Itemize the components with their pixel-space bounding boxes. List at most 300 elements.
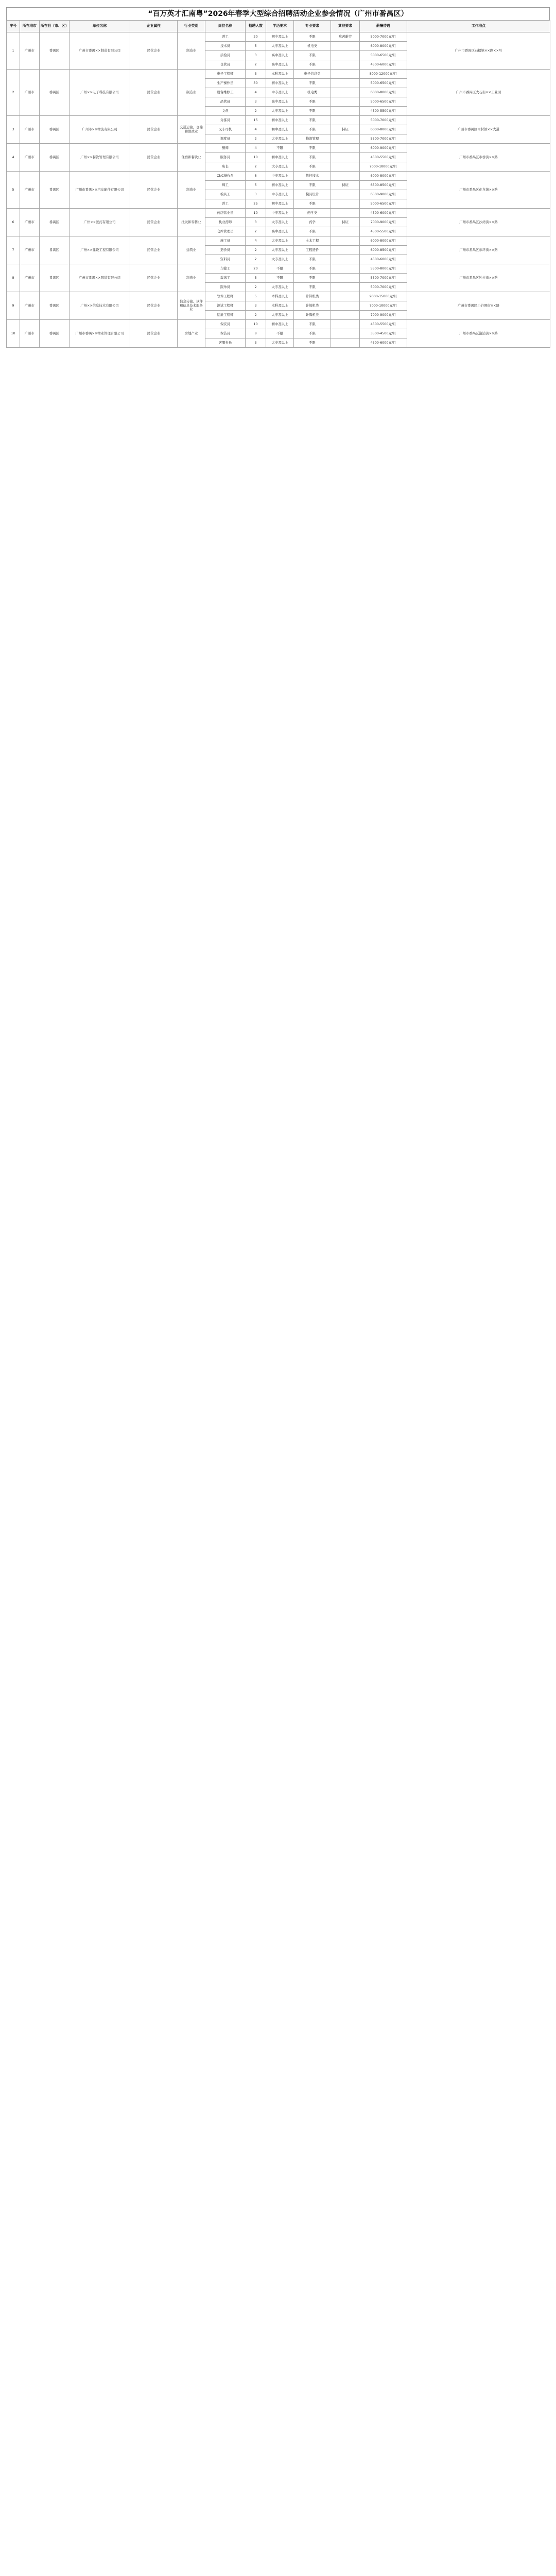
job-requirement bbox=[331, 255, 360, 264]
header-position: 岗位名称 bbox=[205, 21, 246, 32]
job-requirement bbox=[331, 51, 360, 60]
company-industry: 制造业 bbox=[178, 172, 205, 209]
company-industry: 制造业 bbox=[178, 264, 205, 292]
job-title: 质检员 bbox=[205, 51, 246, 60]
company-address: 广州市番禺区大石街××工业园 bbox=[407, 70, 550, 116]
company-industry: 交通运输、仓储和邮政业 bbox=[178, 116, 205, 144]
job-requirement bbox=[331, 292, 360, 301]
job-major: 不限 bbox=[294, 144, 331, 153]
job-salary: 6000-8000元/月 bbox=[360, 125, 407, 134]
company-city: 广州市 bbox=[20, 292, 40, 320]
table-row bbox=[7, 292, 550, 301]
job-salary: 5000-7000元/月 bbox=[360, 32, 407, 42]
header-salary: 薪酬待遇 bbox=[360, 21, 407, 32]
company-county: 番禺区 bbox=[40, 292, 70, 320]
job-requirement bbox=[331, 134, 360, 144]
company-industry: 建筑业 bbox=[178, 236, 205, 264]
job-salary: 5000-6500元/月 bbox=[360, 79, 407, 88]
job-requirement bbox=[331, 301, 360, 311]
job-major: 土木工程 bbox=[294, 236, 331, 246]
job-title: 施工员 bbox=[205, 236, 246, 246]
job-title: 焊工 bbox=[205, 181, 246, 190]
job-education: 初中及以上 bbox=[266, 153, 294, 162]
job-count: 2 bbox=[246, 162, 266, 172]
company-city: 广州市 bbox=[20, 116, 40, 144]
job-salary: 4500-5500元/月 bbox=[360, 107, 407, 116]
table-row bbox=[7, 264, 550, 274]
job-education: 不限 bbox=[266, 274, 294, 283]
job-major: 计算机类 bbox=[294, 292, 331, 301]
job-salary: 6000-8000元/月 bbox=[360, 88, 407, 97]
company-industry: 信息传输、软件和信息技术服务业 bbox=[178, 292, 205, 320]
company-county: 番禺区 bbox=[40, 236, 70, 264]
job-education: 中专及以上 bbox=[266, 209, 294, 218]
company-address: 广州市番禺区化龙镇××路 bbox=[407, 172, 550, 209]
company-name: 广州市番禺××服装有限公司 bbox=[70, 264, 130, 292]
company-city: 广州市 bbox=[20, 264, 40, 292]
job-title: 资料员 bbox=[205, 255, 246, 264]
job-education: 大专及以上 bbox=[266, 283, 294, 292]
company-city: 广州市 bbox=[20, 172, 40, 209]
job-count: 2 bbox=[246, 311, 266, 320]
job-salary: 9000-15000元/月 bbox=[360, 292, 407, 301]
job-count: 3 bbox=[246, 190, 266, 199]
job-count: 2 bbox=[246, 283, 266, 292]
company-address: 广州市番禺区市桥街××路 bbox=[407, 144, 550, 172]
company-no: 4 bbox=[7, 144, 20, 172]
job-education: 不限 bbox=[266, 144, 294, 153]
job-title: 生产操作员 bbox=[205, 79, 246, 88]
table-row bbox=[7, 172, 550, 181]
job-major: 物流管理 bbox=[294, 134, 331, 144]
recruitment-sheet bbox=[6, 0, 550, 348]
company-city: 广州市 bbox=[20, 70, 40, 116]
job-requirement: 持证 bbox=[331, 218, 360, 227]
job-education: 不限 bbox=[266, 329, 294, 338]
table-row bbox=[7, 70, 550, 79]
company-industry: 制造业 bbox=[178, 70, 205, 116]
job-count: 3 bbox=[246, 218, 266, 227]
job-major: 不限 bbox=[294, 283, 331, 292]
job-education: 不限 bbox=[266, 264, 294, 274]
job-salary: 5000-7000元/月 bbox=[360, 283, 407, 292]
job-major: 不限 bbox=[294, 97, 331, 107]
job-education: 初中及以上 bbox=[266, 181, 294, 190]
company-address: 广州市番禺区石楼镇××路××号 bbox=[407, 32, 550, 70]
company-address: 广州市番禺区小谷围街××路 bbox=[407, 292, 550, 320]
job-salary: 5000-6500元/月 bbox=[360, 199, 407, 209]
job-title: 保安员 bbox=[205, 320, 246, 329]
job-major: 不限 bbox=[294, 60, 331, 70]
header-other: 其他要求 bbox=[331, 21, 360, 32]
job-count: 8 bbox=[246, 329, 266, 338]
job-requirement bbox=[331, 320, 360, 329]
job-education: 大专及以上 bbox=[266, 255, 294, 264]
company-attr: 民营企业 bbox=[130, 320, 178, 348]
job-count: 20 bbox=[246, 32, 266, 42]
job-title: 软件工程师 bbox=[205, 292, 246, 301]
job-title: 客服专员 bbox=[205, 338, 246, 348]
company-attr: 民营企业 bbox=[130, 236, 178, 264]
job-title: 厨师 bbox=[205, 144, 246, 153]
job-requirement bbox=[331, 172, 360, 181]
company-county: 番禺区 bbox=[40, 116, 70, 144]
company-no: 5 bbox=[7, 172, 20, 209]
company-city: 广州市 bbox=[20, 320, 40, 348]
job-education: 大专及以上 bbox=[266, 311, 294, 320]
job-title: 车缝工 bbox=[205, 264, 246, 274]
job-requirement: 持证 bbox=[331, 181, 360, 190]
job-requirement bbox=[331, 209, 360, 218]
company-name: 广州市番禺××物业管理有限公司 bbox=[70, 320, 130, 348]
company-city: 广州市 bbox=[20, 144, 40, 172]
job-education: 本科及以上 bbox=[266, 292, 294, 301]
company-attr: 民营企业 bbox=[130, 292, 178, 320]
job-requirement bbox=[331, 107, 360, 116]
company-county: 番禺区 bbox=[40, 144, 70, 172]
company-no: 1 bbox=[7, 32, 20, 70]
job-requirement bbox=[331, 264, 360, 274]
job-major: 不限 bbox=[294, 199, 331, 209]
job-major: 不限 bbox=[294, 329, 331, 338]
table-row bbox=[7, 236, 550, 246]
header-education: 学历要求 bbox=[266, 21, 294, 32]
job-requirement bbox=[331, 144, 360, 153]
job-title: CNC操作员 bbox=[205, 172, 246, 181]
header-major: 专业要求 bbox=[294, 21, 331, 32]
job-title: 分拣员 bbox=[205, 116, 246, 125]
company-name: 广州××医药有限公司 bbox=[70, 209, 130, 236]
job-major: 不限 bbox=[294, 116, 331, 125]
job-education: 初中及以上 bbox=[266, 32, 294, 42]
job-title: 叉车司机 bbox=[205, 125, 246, 134]
job-requirement: 吃苦耐劳 bbox=[331, 32, 360, 42]
job-count: 2 bbox=[246, 227, 266, 236]
company-city: 广州市 bbox=[20, 209, 40, 236]
job-title: 调度员 bbox=[205, 134, 246, 144]
job-title: 模具工 bbox=[205, 190, 246, 199]
job-salary: 4500-6000元/月 bbox=[360, 60, 407, 70]
job-education: 大专及以上 bbox=[266, 162, 294, 172]
job-count: 8 bbox=[246, 172, 266, 181]
job-education: 大专及以上 bbox=[266, 246, 294, 255]
job-title: 设备维修工 bbox=[205, 88, 246, 97]
job-requirement bbox=[331, 162, 360, 172]
job-salary: 5500-7000元/月 bbox=[360, 274, 407, 283]
job-count: 3 bbox=[246, 338, 266, 348]
job-education: 高中及以上 bbox=[266, 51, 294, 60]
company-name: 广州××建设工程有限公司 bbox=[70, 236, 130, 264]
job-major: 不限 bbox=[294, 79, 331, 88]
job-count: 15 bbox=[246, 116, 266, 125]
job-title: 店长 bbox=[205, 162, 246, 172]
company-address: 广州市番禺区南村镇××大道 bbox=[407, 116, 550, 144]
company-no: 7 bbox=[7, 236, 20, 264]
job-count: 4 bbox=[246, 125, 266, 134]
header-city: 所在地市 bbox=[20, 21, 40, 32]
job-education: 大专及以上 bbox=[266, 134, 294, 144]
company-industry: 批发和零售业 bbox=[178, 209, 205, 236]
job-requirement bbox=[331, 42, 360, 51]
job-major: 不限 bbox=[294, 320, 331, 329]
job-salary: 6500-9000元/月 bbox=[360, 190, 407, 199]
company-city: 广州市 bbox=[20, 236, 40, 264]
company-no: 8 bbox=[7, 264, 20, 292]
job-salary: 5500-8000元/月 bbox=[360, 264, 407, 274]
job-count: 10 bbox=[246, 320, 266, 329]
job-count: 3 bbox=[246, 301, 266, 311]
job-requirement bbox=[331, 236, 360, 246]
company-name: 广州××餐饮管理有限公司 bbox=[70, 144, 130, 172]
job-salary: 4500-5500元/月 bbox=[360, 153, 407, 162]
table-row bbox=[7, 32, 550, 42]
company-no: 3 bbox=[7, 116, 20, 144]
job-title: 电子工程师 bbox=[205, 70, 246, 79]
job-requirement bbox=[331, 190, 360, 199]
job-salary: 6000-8000元/月 bbox=[360, 42, 407, 51]
job-count: 20 bbox=[246, 264, 266, 274]
job-major: 不限 bbox=[294, 51, 331, 60]
job-count: 2 bbox=[246, 60, 266, 70]
job-title: 药店营业员 bbox=[205, 209, 246, 218]
company-attr: 民营企业 bbox=[130, 264, 178, 292]
job-major: 不限 bbox=[294, 153, 331, 162]
company-address: 广州市番禺区东环街××路 bbox=[407, 236, 550, 264]
job-count: 5 bbox=[246, 42, 266, 51]
job-education: 中专及以上 bbox=[266, 190, 294, 199]
company-address: 广州市番禺区钟村街××路 bbox=[407, 264, 550, 292]
table-row bbox=[7, 320, 550, 329]
job-title: 测试工程师 bbox=[205, 301, 246, 311]
job-count: 10 bbox=[246, 153, 266, 162]
job-requirement bbox=[331, 60, 360, 70]
company-name: 广州市番禺××制造有限公司 bbox=[70, 32, 130, 70]
job-major: 不限 bbox=[294, 338, 331, 348]
job-salary: 7000-10000元/月 bbox=[360, 162, 407, 172]
company-county: 番禺区 bbox=[40, 264, 70, 292]
job-count: 30 bbox=[246, 79, 266, 88]
job-count: 4 bbox=[246, 88, 266, 97]
job-title: 跟单员 bbox=[205, 283, 246, 292]
job-salary: 5000-6500元/月 bbox=[360, 97, 407, 107]
company-name: 广州××信息技术有限公司 bbox=[70, 292, 130, 320]
job-major: 计算机类 bbox=[294, 301, 331, 311]
job-count: 3 bbox=[246, 97, 266, 107]
job-salary: 7000-10000元/月 bbox=[360, 301, 407, 311]
company-no: 2 bbox=[7, 70, 20, 116]
table-row bbox=[7, 209, 550, 218]
job-major: 不限 bbox=[294, 264, 331, 274]
job-count: 4 bbox=[246, 144, 266, 153]
job-title: 执业药师 bbox=[205, 218, 246, 227]
job-count: 3 bbox=[246, 51, 266, 60]
job-education: 大专及以上 bbox=[266, 218, 294, 227]
job-major: 电子信息类 bbox=[294, 70, 331, 79]
job-major: 计算机类 bbox=[294, 311, 331, 320]
job-title: 造价员 bbox=[205, 246, 246, 255]
job-major: 不限 bbox=[294, 181, 331, 190]
job-count: 10 bbox=[246, 209, 266, 218]
document-title: “百万英才汇南粤”2026年春季大型综合招聘活动企业参会情况（广州市番禺区） bbox=[6, 7, 550, 20]
job-count: 4 bbox=[246, 236, 266, 246]
company-city: 广州市 bbox=[20, 32, 40, 70]
job-education: 大专及以上 bbox=[266, 107, 294, 116]
job-count: 5 bbox=[246, 292, 266, 301]
job-major: 药学类 bbox=[294, 209, 331, 218]
job-requirement bbox=[331, 153, 360, 162]
job-title: 服务员 bbox=[205, 153, 246, 162]
job-salary: 4500-5500元/月 bbox=[360, 227, 407, 236]
job-count: 3 bbox=[246, 70, 266, 79]
job-requirement bbox=[331, 274, 360, 283]
job-salary: 6000-8000元/月 bbox=[360, 236, 407, 246]
job-salary: 6000-8000元/月 bbox=[360, 172, 407, 181]
header-no: 序号 bbox=[7, 21, 20, 32]
job-major: 不限 bbox=[294, 227, 331, 236]
company-industry: 制造业 bbox=[178, 32, 205, 70]
job-major: 工程造价 bbox=[294, 246, 331, 255]
company-attr: 民营企业 bbox=[130, 32, 178, 70]
job-major: 不限 bbox=[294, 107, 331, 116]
company-industry: 住宿和餐饮业 bbox=[178, 144, 205, 172]
job-count: 2 bbox=[246, 107, 266, 116]
job-education: 高中及以上 bbox=[266, 97, 294, 107]
job-major: 机电类 bbox=[294, 88, 331, 97]
job-salary: 4500-6000元/月 bbox=[360, 338, 407, 348]
job-count: 25 bbox=[246, 199, 266, 209]
job-education: 中专及以上 bbox=[266, 88, 294, 97]
job-education: 初中及以上 bbox=[266, 125, 294, 134]
job-count: 2 bbox=[246, 255, 266, 264]
company-county: 番禺区 bbox=[40, 32, 70, 70]
job-salary: 4500-5500元/月 bbox=[360, 320, 407, 329]
header-attr: 企业属性 bbox=[130, 21, 178, 32]
company-attr: 民营企业 bbox=[130, 144, 178, 172]
job-requirement: 持证 bbox=[331, 125, 360, 134]
job-requirement bbox=[331, 246, 360, 255]
job-title: 品管员 bbox=[205, 97, 246, 107]
job-requirement bbox=[331, 338, 360, 348]
job-requirement bbox=[331, 70, 360, 79]
job-salary: 7000-9000元/月 bbox=[360, 311, 407, 320]
job-title: 普工 bbox=[205, 32, 246, 42]
job-requirement bbox=[331, 79, 360, 88]
job-requirement bbox=[331, 88, 360, 97]
company-attr: 民营企业 bbox=[130, 70, 178, 116]
header-company: 单位名称 bbox=[70, 21, 130, 32]
job-education: 本科及以上 bbox=[266, 301, 294, 311]
job-major: 不限 bbox=[294, 32, 331, 42]
job-requirement bbox=[331, 227, 360, 236]
header-row bbox=[7, 21, 550, 32]
company-address: 广州市番禺区沙湾街××路 bbox=[407, 209, 550, 236]
job-salary: 8000-12000元/月 bbox=[360, 70, 407, 79]
job-education: 中专及以上 bbox=[266, 172, 294, 181]
job-salary: 6000-8500元/月 bbox=[360, 246, 407, 255]
job-education: 大专及以上 bbox=[266, 42, 294, 51]
job-salary: 4500-6000元/月 bbox=[360, 255, 407, 264]
job-salary: 7000-9000元/月 bbox=[360, 218, 407, 227]
header-count: 招聘人数 bbox=[246, 21, 266, 32]
job-requirement bbox=[331, 283, 360, 292]
job-requirement bbox=[331, 97, 360, 107]
company-attr: 民营企业 bbox=[130, 116, 178, 144]
header-address: 工作地点 bbox=[407, 21, 550, 32]
job-major: 不限 bbox=[294, 255, 331, 264]
company-name: 广州市××物流有限公司 bbox=[70, 116, 130, 144]
company-name: 广州市番禺××汽车配件有限公司 bbox=[70, 172, 130, 209]
job-requirement bbox=[331, 116, 360, 125]
job-education: 大专及以上 bbox=[266, 338, 294, 348]
company-attr: 民营企业 bbox=[130, 172, 178, 209]
job-major: 机电类 bbox=[294, 42, 331, 51]
company-no: 6 bbox=[7, 209, 20, 236]
job-salary: 3500-4500元/月 bbox=[360, 329, 407, 338]
job-requirement bbox=[331, 311, 360, 320]
job-education: 初中及以上 bbox=[266, 199, 294, 209]
table-row bbox=[7, 144, 550, 153]
job-count: 5 bbox=[246, 274, 266, 283]
job-title: 裁床工 bbox=[205, 274, 246, 283]
job-education: 高中及以上 bbox=[266, 60, 294, 70]
table-row bbox=[7, 116, 550, 125]
job-title: 保洁员 bbox=[205, 329, 246, 338]
job-salary: 4500-6000元/月 bbox=[360, 209, 407, 218]
job-major: 模具设计 bbox=[294, 190, 331, 199]
company-no: 9 bbox=[7, 292, 20, 320]
job-salary: 5000-7000元/月 bbox=[360, 116, 407, 125]
job-major: 药学 bbox=[294, 218, 331, 227]
company-attr: 民营企业 bbox=[130, 209, 178, 236]
job-salary: 5500-7000元/月 bbox=[360, 134, 407, 144]
job-count: 2 bbox=[246, 134, 266, 144]
job-education: 初中及以上 bbox=[266, 79, 294, 88]
job-major: 不限 bbox=[294, 274, 331, 283]
job-major: 不限 bbox=[294, 125, 331, 134]
job-salary: 6000-9000元/月 bbox=[360, 144, 407, 153]
job-major: 数控技术 bbox=[294, 172, 331, 181]
company-address: 广州市番禺区洛浦街××路 bbox=[407, 320, 550, 348]
company-no: 10 bbox=[7, 320, 20, 348]
company-industry: 房地产业 bbox=[178, 320, 205, 348]
job-requirement bbox=[331, 199, 360, 209]
company-county: 番禺区 bbox=[40, 172, 70, 209]
company-name: 广州××电子科技有限公司 bbox=[70, 70, 130, 116]
job-title: 普工 bbox=[205, 199, 246, 209]
job-education: 初中及以上 bbox=[266, 116, 294, 125]
job-salary: 6500-8500元/月 bbox=[360, 181, 407, 190]
job-major: 不限 bbox=[294, 162, 331, 172]
job-title: 运维工程师 bbox=[205, 311, 246, 320]
job-title: 仓库管理员 bbox=[205, 227, 246, 236]
job-education: 本科及以上 bbox=[266, 70, 294, 79]
company-county: 番禺区 bbox=[40, 70, 70, 116]
job-salary: 5000-6500元/月 bbox=[360, 51, 407, 60]
header-industry: 行业类别 bbox=[178, 21, 205, 32]
job-education: 高中及以上 bbox=[266, 227, 294, 236]
company-county: 番禺区 bbox=[40, 209, 70, 236]
job-title: 仓管员 bbox=[205, 60, 246, 70]
job-title: 技术员 bbox=[205, 42, 246, 51]
company-county: 番禺区 bbox=[40, 320, 70, 348]
recruitment-table bbox=[6, 20, 550, 348]
job-education: 大专及以上 bbox=[266, 236, 294, 246]
job-count: 5 bbox=[246, 181, 266, 190]
job-count: 2 bbox=[246, 246, 266, 255]
job-title: 文员 bbox=[205, 107, 246, 116]
table-body bbox=[7, 32, 550, 348]
job-education: 初中及以上 bbox=[266, 320, 294, 329]
